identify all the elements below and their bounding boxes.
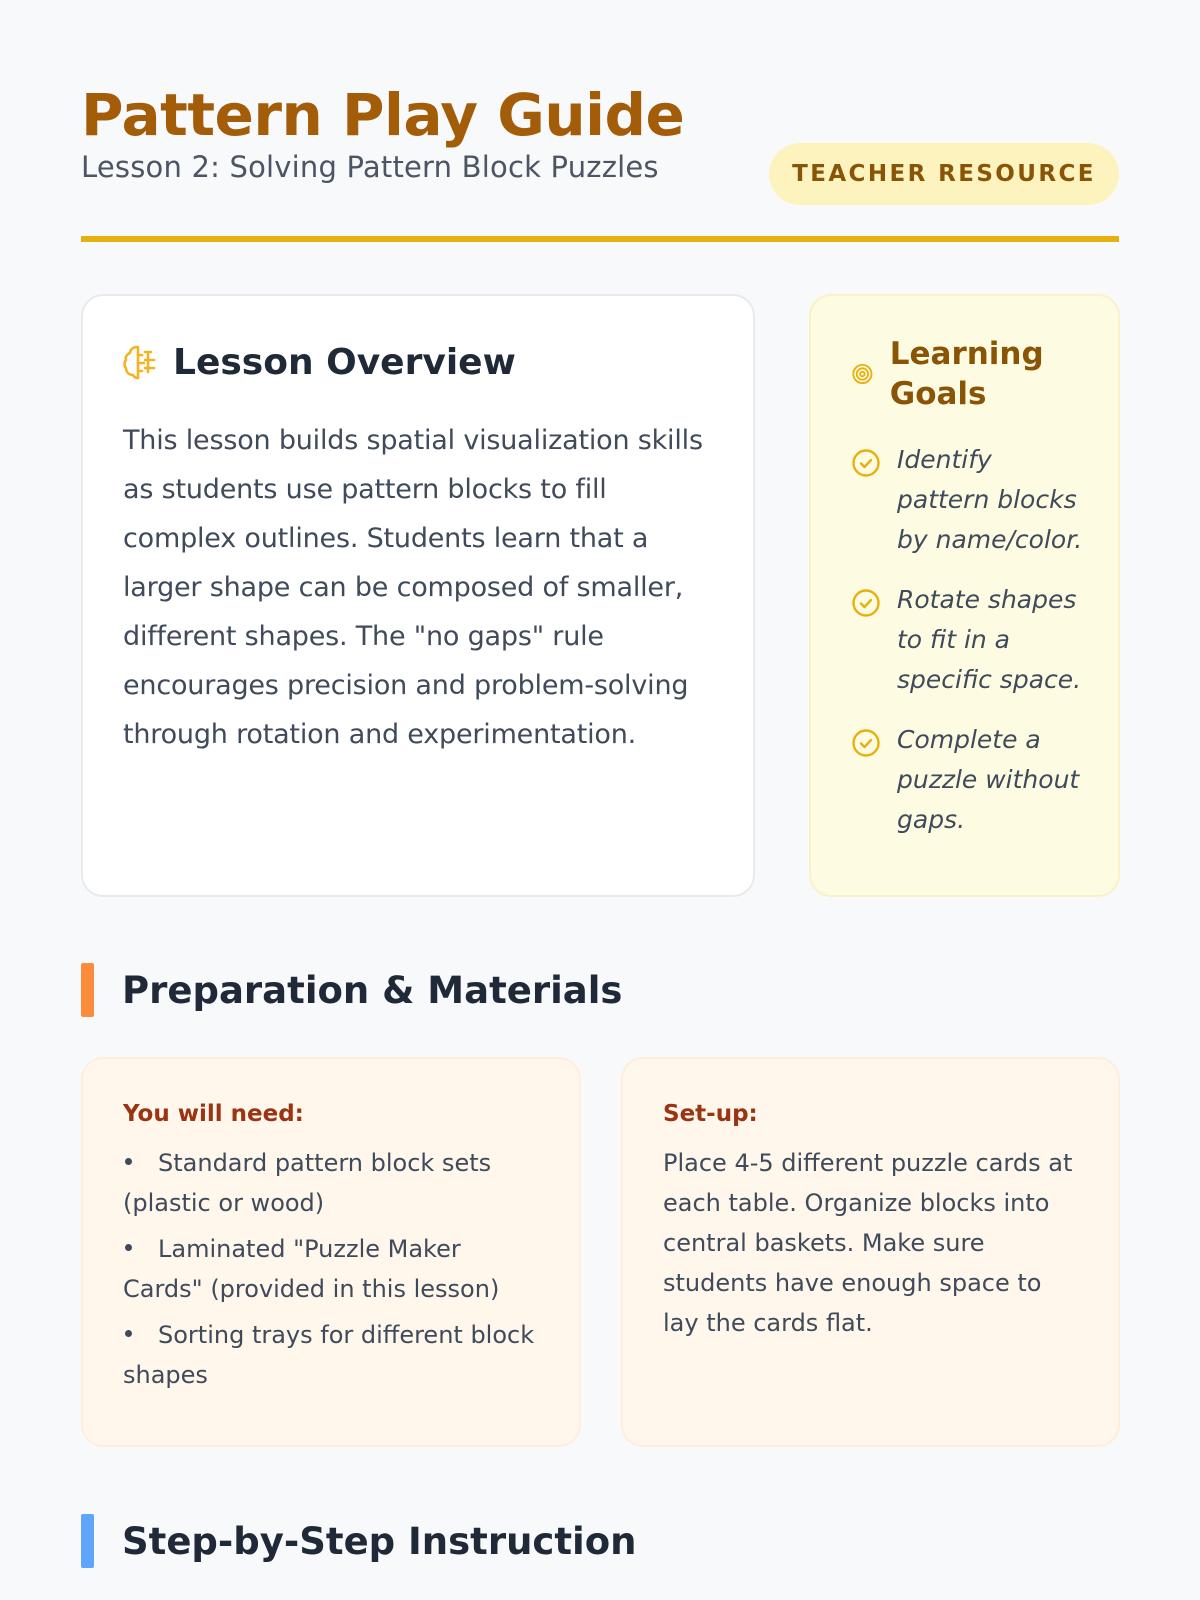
lesson-overview-heading (123, 338, 713, 386)
list-item (851, 580, 1088, 700)
section-accent-bar (81, 1514, 94, 1568)
materials-card (81, 1057, 581, 1447)
lesson-overview-card (81, 294, 755, 897)
target-icon (851, 359, 874, 389)
learning-goals-card (809, 294, 1120, 897)
section-title: Step-by-Step Instruction (122, 1519, 637, 1563)
check-circle-icon (851, 588, 881, 618)
learning-goals-title: Learning Goals (889, 336, 1044, 412)
list-item (123, 1229, 539, 1309)
check-circle-icon (851, 448, 881, 478)
top-row (81, 294, 1120, 897)
lesson-overview-title: Lesson Overview (173, 341, 516, 383)
page-title: Pattern Play Guide (81, 81, 685, 149)
section-title: Preparation & Materials (122, 968, 623, 1012)
page-subtitle: Lesson 2: Solving Pattern Block Puzzles (81, 150, 659, 184)
brain-icon (123, 343, 159, 381)
bullet-icon (125, 1158, 132, 1165)
teacher-resource-badge: TEACHER RESOURCE (769, 143, 1119, 205)
list-item (123, 1315, 539, 1395)
page-header (81, 0, 1119, 242)
lesson-overview-text: This lesson builds spatial visualization skills as students use pattern blocks to fill complex outlines. Students learn that a larger shape can be composed of smaller, different shapes. The "no gaps" rule encourages precision and problem-solving through rotation and experimentation. (123, 425, 703, 750)
goal-text: Rotate shapes to fit in a specific space. (897, 585, 1082, 694)
setup-card (621, 1057, 1120, 1447)
material-text: Standard pattern block sets (plastic or wood) (123, 1149, 492, 1217)
materials-label: You will need: (123, 1101, 304, 1127)
bullet-icon (125, 1330, 132, 1337)
preparation-section-heading (81, 963, 622, 1017)
learning-goals-heading (851, 334, 1088, 414)
goal-text: Identify pattern blocks by name/color. (897, 445, 1083, 554)
setup-label: Set-up: (663, 1101, 758, 1127)
materials-list (123, 1143, 539, 1395)
bullet-icon (125, 1244, 132, 1251)
list-item (851, 720, 1088, 840)
setup-text: Place 4-5 different puzzle cards at each table. Organize blocks into central baskets. Make sure students have enough space to lay the cards flat. (663, 1149, 1073, 1337)
list-item (851, 440, 1088, 560)
material-text: Sorting trays for different block shapes (123, 1321, 535, 1389)
list-item (123, 1143, 539, 1223)
learning-goals-list (851, 440, 1088, 840)
section-accent-bar (81, 963, 94, 1017)
goal-text: Complete a puzzle without gaps. (897, 725, 1080, 834)
material-text: Laminated "Puzzle Maker Cards" (provided in this lesson) (123, 1235, 500, 1303)
check-circle-icon (851, 728, 881, 758)
instruction-section-heading (81, 1514, 637, 1568)
